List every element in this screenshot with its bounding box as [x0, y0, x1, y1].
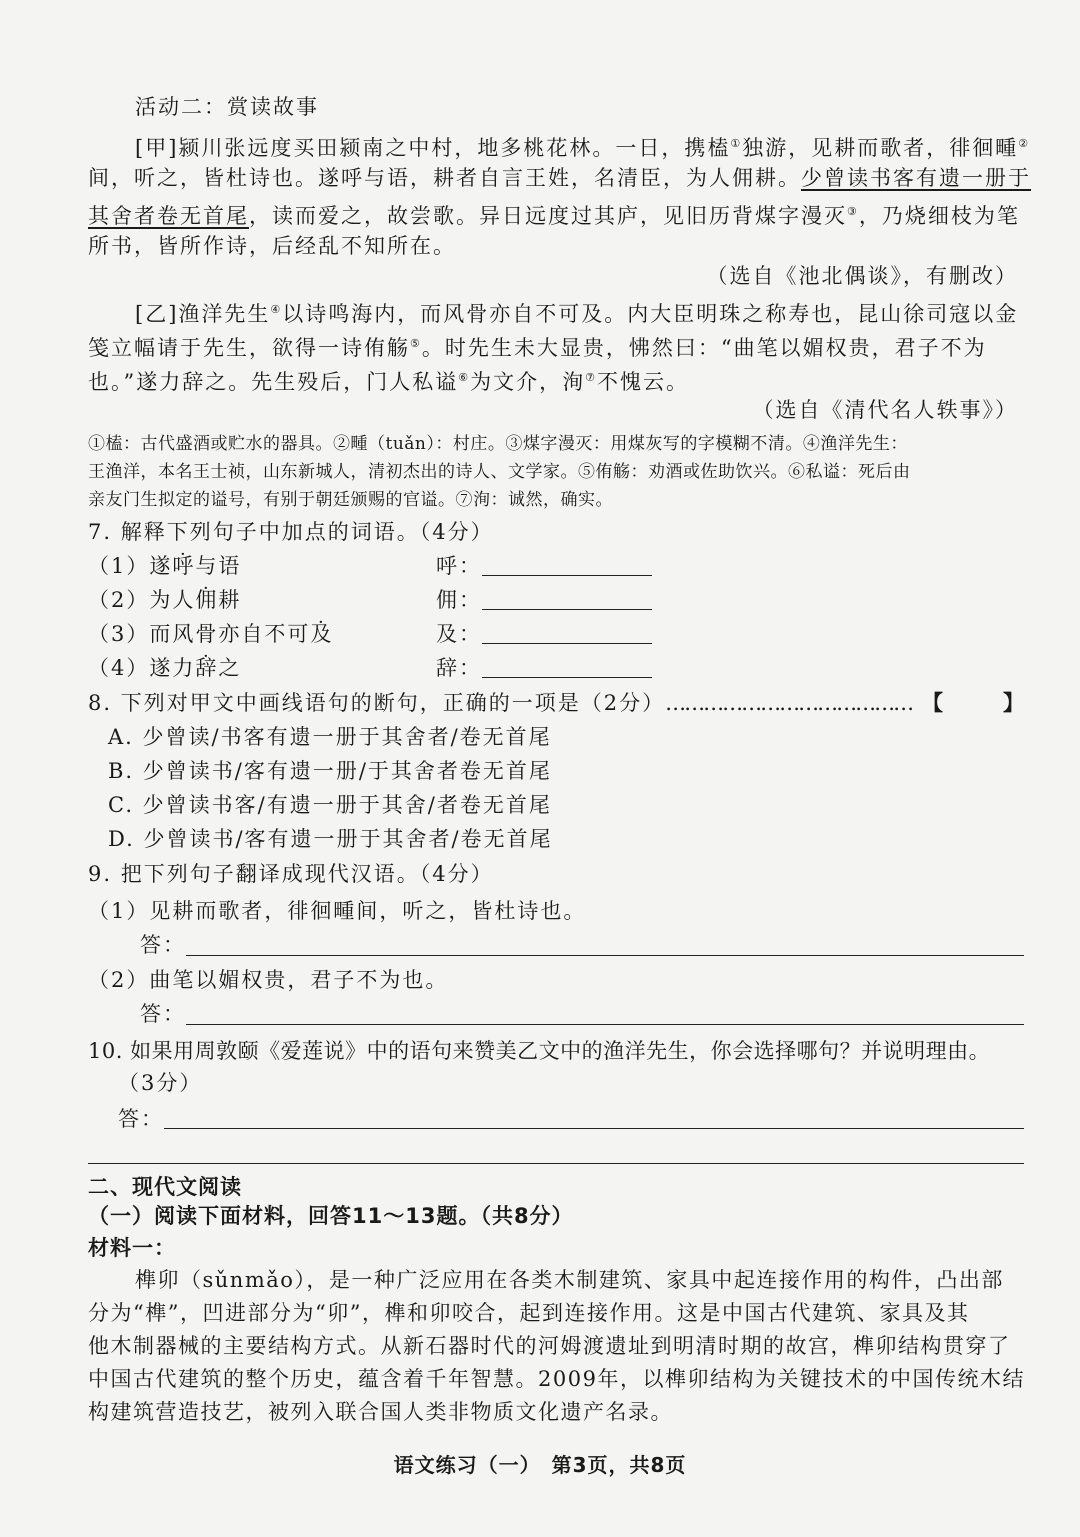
q8-bracket-left: 【: [922, 691, 945, 715]
q7-key-3: 及：: [436, 622, 482, 646]
q10-answer-line-1[interactable]: [164, 1128, 1024, 1129]
q9-answer-line-2[interactable]: [186, 1024, 1024, 1025]
passage-yi-line-3: 也。”遂力辞之。先生殁后，门人私谥⑥为文介，洵⑦不愧云。: [88, 370, 689, 394]
q7-item-3: （3）而风骨亦自不可及: [88, 622, 334, 646]
q8-option-d: D. 少曾读书/客有遗一册于其舍者/卷无首尾: [108, 827, 553, 851]
material-paragraph-line-3: 他木制器械的主要结构方式。从新石器时代的河姆渡遗址到明清时期的故宫，榫卯结构贯穿了: [88, 1334, 1011, 1358]
q9-answer-label-1: 答：: [140, 933, 186, 957]
q8-option-c: C. 少曾读书客/有遗一册于其舍/者卷无首尾: [108, 793, 552, 817]
passage-jia-line-1: [甲]颍川张远度买田颍南之中村，地多桃花林。一日，携榼①独游，见耕而歌者，徘徊畽②: [135, 136, 1031, 160]
footnote-mark-7: ⑦: [585, 371, 597, 384]
q7-key-1: 呼：: [436, 554, 482, 578]
dot-leader: …………………………………: [665, 691, 913, 715]
passage-yi-line-1: [乙]渔洋先生④以诗鸣海内，而风骨亦自不可及。内大臣明珠之称寿也，昆山徐司寇以金: [135, 302, 1019, 326]
activity-title: 活动二：赏读故事: [135, 95, 319, 119]
q8-option-a: A. 少曾读/书客有遗一册于其舍者/卷无首尾: [108, 725, 552, 749]
passage-jia-line-2: 间，听之，皆杜诗也。遂呼与语，耕者自言王姓，名清臣，为人佣耕。少曾读书客有遗一册于: [88, 166, 1031, 190]
q8-answer-box[interactable]: [945, 688, 1003, 718]
q7-stem: 7. 解释下列句子中加点的词语。（4分）: [88, 520, 494, 544]
q10-answer-label: 答：: [118, 1107, 164, 1131]
passage-jia-line-4: 所书，皆所作诗，后经乱不知所在。: [88, 234, 456, 258]
footnote-mark-6: ⑥: [458, 371, 471, 384]
footnote-mark-4: ④: [270, 303, 283, 316]
q7-key-2: 佣：: [436, 588, 482, 612]
q8-bracket-right: 】: [1003, 691, 1026, 715]
q9-answer-line-1[interactable]: [186, 955, 1024, 956]
notes-line-1: ①榼：古代盛酒或贮水的器具。②畽（tuǎn）：村庄。③煤字漫灭：用煤灰写的字模糊不清。④渔洋先生：: [88, 434, 908, 454]
passage-jia-source: （选自《池北偶谈》，有删改）: [706, 264, 1018, 288]
q8-option-b: B. 少曾读书/客有遗一册/于其舍者卷无首尾: [108, 759, 552, 783]
section-subtitle: （一）阅读下面材料，回答11～13题。（共8分）: [88, 1204, 574, 1228]
notes-line-2: 王渔洋，本名王士祯，山东新城人，清初杰出的诗人、文学家。⑤侑觞：劝酒或佐助饮兴。⑥私谥：死后由: [88, 462, 911, 482]
q7-key-4: 辞：: [436, 656, 482, 680]
q9-sentence-2: （2）曲笔以媚权贵，君子不为也。: [88, 968, 449, 992]
section-title: 二、现代文阅读: [88, 1175, 242, 1199]
q9-stem: 9. 把下列句子翻译成现代汉语。（4分）: [88, 862, 494, 886]
underlined-sentence-cont: 其舍者卷无首尾: [88, 204, 249, 228]
material-paragraph-line-1: 榫卯（sǔnmǎo），是一种广泛应用在各类木制建筑、家具中起连接作用的构件，凸出部: [135, 1268, 1004, 1292]
q10-answer-line-2[interactable]: [88, 1163, 1024, 1164]
q8-stem: 8. 下列对甲文中画线语句的断句，正确的一项是（2分）…………………………………: [88, 691, 913, 715]
material-paragraph-line-5: 构建筑营造技艺，被列入联合国人类非物质文化遗产名录。: [88, 1400, 673, 1424]
passage-jia-line-3: 其舍者卷无首尾，读而爱之，故尝歌。异日远度过其庐，见旧历背煤字漫灭③，乃烧细枝为笔: [88, 204, 1020, 228]
q10-stem: 10. 如果用周敦颐《爱莲说》中的语句来赞美乙文中的渔洋先生，你会选择哪句？并说明理由。: [88, 1039, 991, 1063]
q9-sentence-1: （1）见耕而歌者，徘徊畽间，听之，皆杜诗也。: [88, 899, 587, 923]
underlined-sentence: 少曾读书客有遗一册于: [801, 166, 1031, 190]
q9-answer-label-2: 答：: [140, 1002, 186, 1026]
q7-answer-blank-1[interactable]: [482, 575, 652, 576]
q7-answer-blank-4[interactable]: [482, 677, 652, 678]
notes-line-3: 亲友门生拟定的谥号，有别于朝廷颁赐的官谥。⑦洵：诚然，确实。: [88, 490, 613, 510]
footnote-mark-5: ⑤: [410, 337, 422, 350]
page-footer: 语文练习（一） 第3页，共8页: [393, 1453, 687, 1477]
footnote-mark-1: ①: [730, 137, 743, 150]
q7-answer-blank-3[interactable]: [482, 643, 652, 644]
passage-yi-source: （选自《清代名人轶事》）: [752, 398, 1018, 422]
passage-yi-line-2: 笺立幅请于先生，欲得一诗侑觞⑤。时先生未大显贵，怫然曰：“曲笔以媚权贵，君子不为: [88, 336, 987, 360]
material-paragraph-line-2: 分为“榫”，凹进部分为“卯”，榫和卯咬合，起到连接作用。这是中国古代建筑、家具及其: [88, 1301, 970, 1325]
material-paragraph-line-4: 中国古代建筑的整个历史，蕴含着千年智慧。2009年，以榫卯结构为关键技术的中国传统木结: [88, 1367, 1025, 1391]
passage-yi-label: [乙]: [135, 302, 179, 326]
q7-item-2: （2）为人佣耕: [88, 588, 242, 612]
passage-jia-label: [甲]: [135, 136, 179, 160]
q7-answer-blank-2[interactable]: [482, 609, 652, 610]
material-label: 材料一：: [88, 1236, 176, 1260]
q7-item-4: （4）遂力辞之: [88, 656, 242, 680]
q10-score: （3分）: [118, 1071, 203, 1095]
q7-item-1: （1）遂呼与语: [88, 554, 242, 578]
footnote-mark-3: ③: [847, 205, 859, 218]
footnote-mark-2: ②: [1018, 137, 1031, 150]
